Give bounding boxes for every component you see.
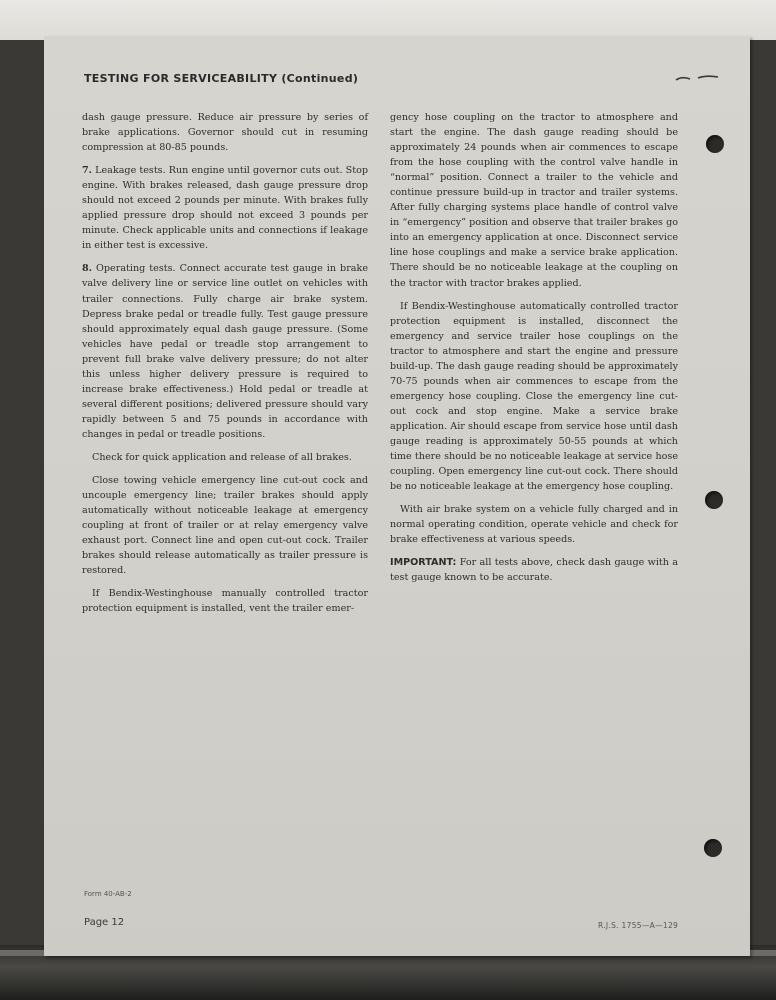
paragraph: With air brake system on a vehicle fully charged and in normal operating condition, operate vehicle and check for brake effectiveness at various speeds. bbox=[390, 504, 678, 546]
punch-hole-top bbox=[706, 135, 724, 153]
paragraph-text: Operating tests. Connect accurate test gauge in brake valve delivery line or service line outlet on vehicles with trailer connections. Fully charge air brake system. Depress brake pedal or treadle fully. Test gauge pressure should approximately equal dash gauge pressure. (Some vehicles have pedal or treadle stop arrangement to prevent full brake valve delivery pressure; do not alter this unless higher delivery pressure is required to increase brake effectiveness.) Hold pedal or treadle at several different positions; delivered pressure should vary rapidly between 5 and 75 pounds in accordance with changes in pedal or treadle positions. bbox=[82, 263, 368, 440]
document-page bbox=[44, 36, 750, 956]
paragraph: If Bendix-Westinghouse manually controlled tractor protection equipment is installed, vent the trailer emer- bbox=[82, 588, 368, 615]
right-column bbox=[390, 110, 678, 593]
pen-mark bbox=[674, 74, 720, 82]
paragraph bbox=[390, 555, 678, 585]
paragraph: gency hose coupling on the tractor to atmosphere and start the engine. The dash gauge reading should be approximately 24 pounds when air commences to escape from the hose coupling with the control valve handle in “normal” position. Connect a trailer to the vehicle and continue pressure build-up in tractor and trailer systems. After fully charging systems place handle of control valve in “emergency” position and observe that trailer brakes go into an emergency application at once. Disconnect service line hose couplings and make a service brake application. There should be no noticeable leakage at the coupling on the tractor with tractor brakes applied. bbox=[390, 112, 678, 289]
paragraph: Close towing vehicle emergency line cut-out cock and uncouple emergency line; trailer brakes should apply automatically without noticeable leakage at emergency coupling at front of trailer or at relay emergency valve exhaust port. Connect line and open cut-out cock. Trailer brakes should release automatically as trailer pressure is restored. bbox=[82, 475, 368, 577]
page-header: TESTING FOR SERVICEABILITY (Continued) bbox=[84, 72, 359, 85]
left-column bbox=[82, 110, 368, 624]
paragraph bbox=[82, 163, 368, 253]
paragraph: If Bendix-Westinghouse automatically controlled tractor protection equipment is installed, disconnect the emergency and service trailer hose couplings on the tractor to atmosphere and start the engine and pressure build-up. The dash gauge reading should be approximately 70-75 pounds when air commences to escape from the emergency hose coupling. Close the emergency line cut-out cock and stop engine. Make a service brake application. Air should escape from service hose until dash gauge reading is approximately 50-55 pounds at which time there should be no noticeable leakage at service hose coupling. Open emergency line cut-out cock. There should be no noticeable leakage at the emergency hose coupling. bbox=[390, 300, 678, 493]
step-number: 7. bbox=[82, 165, 93, 177]
form-number: Form 40-AB-2 bbox=[84, 890, 132, 898]
document-code: R.J.S. 1755—A—129 bbox=[598, 921, 679, 930]
paragraph: dash gauge pressure. Reduce air pressure by series of brake applications. Governor should cut in resuming compression at 80-85 pounds. bbox=[82, 112, 368, 154]
step-number: 8. bbox=[82, 263, 93, 275]
punch-hole-middle bbox=[705, 491, 723, 509]
paragraph-text: Leakage tests. Run engine until governor cuts out. Stop engine. With brakes released, dash gauge pressure drop should not exceed 2 pounds per minute. With brakes fully applied pressure drop should not exceed 3 pounds per minute. Check applicable units and connections if leakage in either test is excessive. bbox=[82, 165, 368, 252]
important-label: IMPORTANT: bbox=[390, 557, 457, 569]
paragraph: Check for quick application and release of all brakes. bbox=[92, 451, 352, 463]
punch-hole-bottom bbox=[704, 839, 722, 857]
page-number: Page 12 bbox=[84, 917, 125, 928]
photo-backdrop-top bbox=[0, 0, 776, 40]
paragraph bbox=[82, 261, 368, 442]
paragraph-text: For all tests above, check dash gauge with a test gauge known to be accurate. bbox=[390, 557, 678, 584]
